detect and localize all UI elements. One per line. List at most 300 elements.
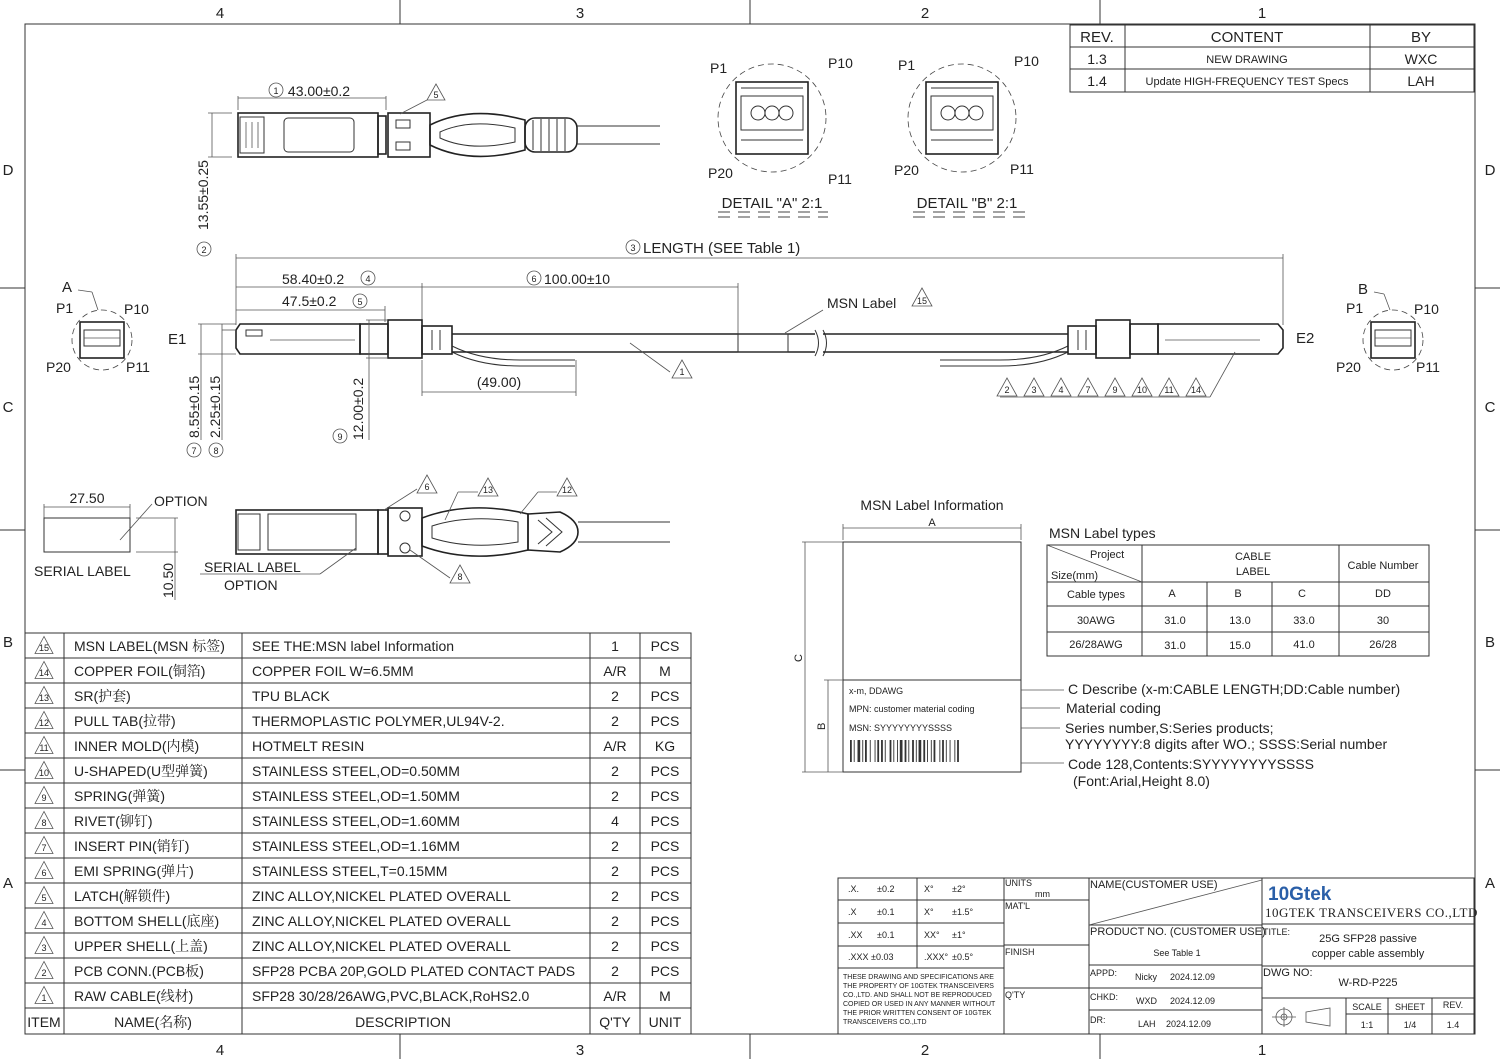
main-view-cable (168, 240, 1314, 457)
bom-item-number: 12 (38, 718, 50, 728)
dim-475: 47.5±0.2 (282, 293, 337, 309)
tri-15: 15 (916, 296, 928, 306)
bom-item-description: SEE THE:MSN label Information (252, 638, 455, 654)
bom-item-unit: M (659, 988, 671, 1004)
callout-7: 7 (191, 446, 197, 456)
barcode-bar (870, 740, 871, 762)
barcode-bar (912, 740, 914, 762)
zone-top-4: 4 (215, 5, 225, 22)
detail-a-p10: P10 (828, 55, 853, 71)
rev-row-1-content: NEW DRAWING (1206, 54, 1288, 66)
rev-row-2-rev: 1.4 (1087, 73, 1107, 89)
tri-right-14: 14 (1190, 385, 1202, 395)
tolerance-cell: X° (924, 884, 934, 894)
rev-header-by: BY (1410, 29, 1432, 46)
bom-item-number: 13 (38, 693, 50, 703)
zone-bottom-2: 2 (920, 1042, 930, 1059)
tolerance-cell: ±1.5° (952, 907, 974, 917)
bom-item-description: STAINLESS STEEL,OD=1.60MM (252, 813, 460, 829)
bom-item-name: MSN LABEL(MSN 标签) (74, 638, 225, 654)
detail-a-p11: P11 (828, 171, 852, 187)
bom-item-qty: 2 (611, 938, 619, 954)
tolerance-cell: ±0.5° (952, 952, 974, 962)
tri-right-2: 2 (1004, 385, 1010, 395)
zone-left-a: A (2, 875, 14, 892)
tri-right-7: 7 (1085, 385, 1091, 395)
msn-barcode (850, 740, 959, 762)
disclaimer-5: THE PRIOR WRITTEN CONSENT OF 10GTEK (843, 1010, 992, 1017)
tb-finish: FINISH (1005, 947, 1035, 957)
bom-item-description: COPPER FOIL W=6.5MM (252, 663, 414, 679)
tb-title-line-2: copper cable assembly (1311, 948, 1425, 960)
msn-line-3: MSN: SYYYYYYYYSSSS (849, 723, 953, 733)
bom-item-name: LATCH(解锁件) (74, 888, 171, 904)
end-b-p1: P1 (1346, 300, 1364, 316)
lt-size: Size(mm) (1051, 570, 1099, 582)
label-types-title: MSN Label types (1049, 525, 1156, 541)
tri-right-3: 3 (1031, 385, 1037, 395)
tb-appd: APPD: (1090, 968, 1118, 978)
tb-dr-date: 2024.12.09 (1166, 1019, 1212, 1029)
tolerance-cell: .X (848, 907, 857, 917)
bom-item-unit: M (659, 663, 671, 679)
revision-table (1070, 25, 1474, 92)
bom-item-qty: 2 (611, 838, 619, 854)
tb-qty: Q'TY (1005, 990, 1026, 1000)
bom-header-name: NAME(名称) (114, 1014, 192, 1030)
top-view-connector (195, 83, 660, 256)
tb-see-table: See Table 1 (1153, 948, 1201, 958)
msn-note-3: Series number,S:Series products; (1065, 720, 1274, 736)
bom-item-description: HOTMELT RESIN (252, 738, 365, 754)
barcode-bar (862, 740, 863, 762)
bom-item-number: 2 (41, 968, 47, 978)
dim-49: (49.00) (476, 374, 522, 390)
msn-label-callout: MSN Label (827, 295, 897, 311)
detail-a-p1: P1 (710, 60, 728, 76)
barcode-bar (946, 740, 947, 762)
msn-info-title: MSN Label Information (860, 497, 1004, 513)
bom-item-name: SPRING(弹簧) (74, 788, 165, 804)
end-a-p1: P1 (56, 300, 74, 316)
lt-cable-types: Cable types (1066, 589, 1126, 601)
tb-title-line-1: 25G SFP28 passive (1319, 933, 1417, 945)
barcode-bar (893, 740, 894, 762)
bom-item-description: THERMOPLASTIC POLYMER,UL94V-2. (252, 713, 505, 729)
side-serial-option: OPTION (224, 577, 278, 593)
bom-item-description: STAINLESS STEEL,T=0.15MM (252, 863, 448, 879)
end-a-p10: P10 (124, 301, 149, 317)
zone-top-1: 1 (1257, 5, 1267, 22)
detail-a (708, 55, 853, 217)
barcode-bar (850, 740, 852, 762)
detail-a-title: DETAIL "A" 2:1 (721, 195, 823, 212)
barcode-bar (931, 740, 932, 762)
msn-dim-b: B (816, 722, 828, 730)
msn-line-2: MPN: customer material coding (849, 704, 975, 714)
tb-dwg-no: W-RD-P225 (1338, 977, 1398, 989)
zone-left-c: C (2, 399, 14, 416)
bom-row (35, 987, 671, 1005)
disclaimer-4: COPIED OR USED IN ANY MANNER WITHOUT (843, 1001, 996, 1008)
msn-line-1: x-m, DDAWG (849, 686, 904, 696)
zone-right-c: C (1484, 399, 1496, 416)
msn-note-6: (Font:Arial,Height 8.0) (1073, 773, 1210, 789)
bom-item-unit: PCS (650, 713, 680, 729)
tb-appd-date: 2024.12.09 (1170, 972, 1216, 982)
tolerance-cell: XX° (924, 930, 940, 940)
zone-bottom-4: 4 (215, 1042, 225, 1059)
bom-item-unit: PCS (650, 913, 680, 929)
end-view-b (1336, 281, 1440, 375)
bom-row (35, 962, 679, 980)
lt-col-c: C (1298, 588, 1306, 600)
bom-row (35, 762, 679, 780)
callout-6: 6 (531, 274, 537, 284)
bom-item-qty: 2 (611, 913, 619, 929)
barcode-bar (939, 740, 940, 762)
barcode-bar (919, 740, 922, 762)
bom-item-qty: 2 (611, 713, 619, 729)
tolerance-cell: .XX (848, 930, 863, 940)
bom-item-description: SFP28 PCBA 20P,GOLD PLATED CONTACT PADS (252, 963, 576, 979)
bom-item-name: BOTTOM SHELL(底座) (74, 913, 220, 929)
bom-item-unit: PCS (650, 963, 680, 979)
lt-project: Project (1090, 549, 1125, 561)
bom-row (35, 787, 679, 805)
bom-item-unit: PCS (650, 638, 680, 654)
tri-6: 6 (424, 482, 430, 492)
end-e2: E2 (1296, 330, 1315, 347)
zone-top-2: 2 (920, 5, 930, 22)
side-view-connector (200, 475, 670, 593)
dim-225: 2.25±0.15 (207, 375, 223, 438)
lt-col-dd: DD (1375, 588, 1391, 600)
rev-row-2-by: LAH (1407, 73, 1435, 89)
msn-note-4: YYYYYYYY:8 digits after WO.; SSSS:Serial number (1065, 736, 1388, 752)
dim-5840: 58.40±0.2 (282, 271, 345, 287)
tolerance-cell: ±1° (952, 930, 966, 940)
bom-item-number: 9 (41, 793, 47, 803)
bom-item-name: INSERT PIN(销钉) (74, 838, 190, 854)
lt-r1-c: 33.0 (1293, 615, 1315, 627)
bom-item-description: TPU BLACK (252, 688, 330, 704)
tb-dr-name: LAH (1138, 1019, 1156, 1029)
callout-8: 8 (213, 446, 219, 456)
bom-header-unit: UNIT (648, 1014, 682, 1030)
barcode-bar (905, 740, 907, 762)
tb-sheet-label: SHEET (1394, 1002, 1426, 1012)
bom-item-qty: 2 (611, 888, 619, 904)
company-name: 10GTEK TRANSCEIVERS CO.,LTD (1265, 905, 1478, 920)
bom-item-unit: PCS (650, 788, 680, 804)
callout-3: 3 (630, 243, 636, 253)
bom-header-item: ITEM (27, 1014, 61, 1030)
serial-label-text: SERIAL LABEL (34, 563, 131, 579)
tri-right-10: 10 (1136, 385, 1148, 395)
bom-item-number: 10 (38, 768, 50, 778)
dim-12: 12.00±0.2 (350, 377, 366, 440)
tb-title-label: TITLE: (1263, 927, 1291, 937)
rev-row-1-by: WXC (1404, 51, 1438, 67)
barcode-bar (897, 740, 898, 762)
bom-item-name: RAW CABLE(线材) (74, 988, 194, 1004)
barcode-bar (877, 740, 879, 762)
tri-right-4: 4 (1058, 385, 1064, 395)
label-types-table (1047, 525, 1429, 656)
bom-item-unit: PCS (650, 813, 680, 829)
bom-item-unit: PCS (650, 838, 680, 854)
msn-dim-c: C (793, 654, 805, 662)
bom-item-name: PCB CONN.(PCB板) (74, 963, 204, 979)
tolerance-cell: ±2° (952, 884, 966, 894)
end-b-p20: P20 (1336, 359, 1361, 375)
zone-left-b: B (2, 634, 14, 651)
barcode-bar (927, 740, 928, 762)
barcode-bar (954, 740, 955, 762)
barcode-bar (900, 740, 903, 762)
tb-chkd-name: WXD (1136, 996, 1157, 1006)
lt-col-a: A (1168, 588, 1176, 600)
end-b-p10: P10 (1414, 301, 1439, 317)
bom-row (35, 712, 679, 730)
tb-name-customer: NAME(CUSTOMER USE) (1090, 879, 1218, 891)
bom-item-unit: PCS (650, 888, 680, 904)
bom-item-number: 8 (41, 818, 47, 828)
lt-r2-type: 26/28AWG (1069, 639, 1123, 651)
bom-item-unit: PCS (650, 688, 680, 704)
lt-r1-a: 31.0 (1164, 615, 1186, 627)
barcode-bar (865, 740, 867, 762)
barcode-bar (908, 740, 909, 762)
bom-item-description: STAINLESS STEEL,OD=0.50MM (252, 763, 460, 779)
bom-header-description: DESCRIPTION (355, 1014, 451, 1030)
dim-43: 43.00±0.2 (287, 83, 351, 99)
tb-units: UNITS (1005, 878, 1032, 888)
tolerance-cell: .X. (848, 884, 860, 894)
lt-r1-dd: 30 (1376, 615, 1390, 627)
end-a-p20: P20 (46, 359, 71, 375)
bom-item-name: SR(护套) (74, 688, 131, 704)
bom-item-qty: 4 (611, 813, 619, 829)
bom-item-number: 3 (41, 943, 47, 953)
end-a-label: A (62, 279, 73, 296)
barcode-bar (890, 740, 892, 762)
callout-1: 1 (273, 86, 279, 96)
bom-item-number: 15 (38, 643, 50, 653)
bom-item-unit: PCS (650, 863, 680, 879)
bom-item-name: COPPER FOIL(铜箔) (74, 663, 206, 679)
bom-item-number: 5 (41, 893, 47, 903)
barcode-bar (934, 740, 936, 762)
lt-cable: CABLE (1234, 551, 1272, 563)
bom-row (35, 687, 679, 705)
tb-scale-label: SCALE (1352, 1002, 1382, 1012)
tolerance-cell: X° (924, 907, 934, 917)
disclaimer-6: TRANSCEIVERS CO.,LTD (843, 1019, 927, 1026)
barcode-bar (854, 740, 855, 762)
bom-item-description: SFP28 30/28/26AWG,PVC,BLACK,RoHS2.0 (252, 988, 530, 1004)
rev-row-1-rev: 1.3 (1087, 51, 1107, 67)
msn-note-2: Material coding (1066, 700, 1161, 716)
tolerance-cell: .XXX° (924, 952, 949, 962)
bom-item-qty: 2 (611, 688, 619, 704)
bom-item-unit: PCS (650, 938, 680, 954)
bom-row (35, 937, 679, 955)
rev-header-content: CONTENT (1210, 29, 1284, 46)
end-a-p11: P11 (126, 359, 150, 375)
bom-item-description: STAINLESS STEEL,OD=1.16MM (252, 838, 460, 854)
bom-row (35, 912, 679, 930)
callout-2: 2 (201, 245, 207, 255)
lt-label: LABEL (1235, 566, 1271, 578)
disclaimer-1: THESE DRAWING AND SPECIFICATIONS ARE (843, 974, 994, 981)
barcode-bar (875, 740, 876, 762)
dim-1355: 13.55±0.25 (195, 160, 211, 230)
barcode-bar (950, 740, 951, 762)
zone-right-b: B (1484, 634, 1496, 651)
zone-bottom-3: 3 (575, 1042, 585, 1059)
side-serial-label: SERIAL LABEL (204, 559, 301, 575)
lt-cable-number: Cable Number (1347, 560, 1419, 572)
bom-row (35, 637, 679, 655)
company-logo: 10Gtek (1268, 884, 1332, 905)
lt-r2-c: 41.0 (1293, 639, 1315, 651)
bom-item-description: STAINLESS STEEL,OD=1.50MM (252, 788, 460, 804)
zone-left-d: D (2, 162, 14, 179)
zone-right-d: D (1484, 162, 1496, 179)
disclaimer-2: THE PROPERTY OF 10GTEK TRANSCEIVERS (843, 983, 994, 990)
tri-right-9: 9 (1112, 385, 1118, 395)
tb-rev: 1.4 (1446, 1020, 1460, 1030)
tb-dwg-label: DWG NO: (1263, 967, 1313, 979)
zone-top-3: 3 (575, 5, 585, 22)
bom-item-name: PULL TAB(拉带) (74, 713, 176, 729)
disclaimer-3: CO.,LTD. AND SHALL NOT BE REPRODUCED (843, 992, 992, 999)
tolerance-cell: .XXX ±0.03 (848, 952, 894, 962)
bom-item-number: 4 (41, 918, 47, 928)
lt-r1-type: 30AWG (1076, 615, 1116, 627)
tri-12: 12 (561, 485, 573, 495)
lt-r2-b: 15.0 (1229, 640, 1251, 652)
bom-item-number: 1 (41, 993, 47, 1003)
tb-scale: 1:1 (1360, 1020, 1374, 1030)
bom-item-qty: 2 (611, 763, 619, 779)
tb-dr: DR: (1090, 1015, 1106, 1025)
detail-b-p1: P1 (898, 57, 916, 73)
rev-header-rev: REV. (1080, 29, 1114, 46)
detail-b-p10: P10 (1014, 53, 1039, 69)
bom-item-qty: 2 (611, 963, 619, 979)
msn-note-5: Code 128,Contents:SYYYYYYYYSSSS (1068, 756, 1314, 772)
bom-item-qty: 2 (611, 788, 619, 804)
bom-item-name: RIVET(铆钉) (74, 813, 153, 829)
serial-label-option: OPTION (154, 493, 208, 509)
detail-b-p11: P11 (1010, 161, 1034, 177)
tri-right-11: 11 (1164, 385, 1174, 395)
bom-item-number: 7 (41, 843, 47, 853)
lt-r2-dd: 26/28 (1369, 639, 1397, 651)
end-b-label: B (1358, 281, 1369, 298)
bom-row (35, 862, 679, 880)
bom-row (35, 812, 679, 830)
bom-item-qty: A/R (603, 988, 627, 1004)
tb-appd-name: Nicky (1135, 972, 1157, 982)
zone-bottom-1: 1 (1257, 1042, 1267, 1059)
bom-item-qty: A/R (603, 738, 627, 754)
callout-9: 9 (337, 432, 343, 442)
bom-item-unit: KG (654, 738, 676, 754)
barcode-bar (942, 740, 944, 762)
end-e1: E1 (168, 331, 187, 348)
tri-5: 5 (433, 90, 439, 100)
tri-8: 8 (457, 572, 463, 582)
serial-label-view (34, 490, 208, 600)
bom-row (35, 837, 679, 855)
lt-col-b: B (1234, 588, 1242, 600)
tb-sheet: 1/4 (1403, 1020, 1417, 1030)
tb-chkd: CHKD: (1090, 992, 1119, 1002)
tb-chkd-date: 2024.12.09 (1170, 996, 1216, 1006)
end-view-a (46, 279, 150, 375)
rev-row-2-content: Update HIGH-FREQUENCY TEST Specs (1145, 76, 1349, 88)
bom-table (25, 633, 691, 1034)
bom-item-description: ZINC ALLOY,NICKEL PLATED OVERALL (252, 938, 511, 954)
bom-item-number: 11 (39, 743, 49, 753)
tolerance-cell: ±0.1 (877, 930, 895, 940)
barcode-bar (885, 740, 886, 762)
projection-symbol-icon (1272, 1007, 1330, 1027)
msn-note-1: C Describe (x-m:CABLE LENGTH;DD:Cable number) (1068, 681, 1401, 697)
bom-item-qty: 2 (611, 863, 619, 879)
tolerance-cell: ±0.2 (877, 884, 895, 894)
detail-b-p20: P20 (894, 162, 919, 178)
barcode-bar (858, 740, 861, 762)
bom-item-name: UPPER SHELL(上盖) (74, 938, 208, 954)
tb-rev-label: REV. (1442, 1000, 1464, 1010)
bom-item-name: INNER MOLD(内模) (74, 738, 200, 754)
serial-label-height: 10.50 (160, 562, 176, 598)
callout-4: 4 (365, 274, 371, 284)
lt-r1-b: 13.0 (1229, 615, 1251, 627)
detail-b-title: DETAIL "B" 2:1 (916, 195, 1018, 212)
msn-dim-a: A (928, 517, 936, 529)
bom-row (35, 737, 675, 755)
tb-units-val: mm (1035, 889, 1050, 899)
bom-item-unit: PCS (650, 763, 680, 779)
detail-a-p20: P20 (708, 165, 733, 181)
bom-item-name: EMI SPRING(弹片) (74, 863, 194, 879)
serial-label-width: 27.50 (69, 490, 105, 506)
bom-item-qty: A/R (603, 663, 627, 679)
bom-item-qty: 1 (611, 638, 619, 654)
dim-855: 8.55±0.15 (186, 375, 202, 438)
barcode-bar (881, 740, 883, 762)
callout-5: 5 (357, 297, 363, 307)
barcode-bar (957, 740, 959, 762)
dim-100: 100.00±10 (544, 271, 611, 287)
bom-item-number: 6 (41, 868, 47, 878)
tri-13: 13 (482, 485, 494, 495)
tb-matl: MAT'L (1005, 901, 1031, 911)
title-block (838, 878, 1478, 1034)
lt-r2-a: 31.0 (1164, 640, 1186, 652)
detail-b (894, 53, 1039, 217)
bom-row (35, 662, 671, 680)
dim-length: LENGTH (SEE Table 1) (643, 240, 801, 257)
tri-1: 1 (679, 367, 685, 377)
bom-item-name: U-SHAPED(U型弹簧) (74, 763, 208, 779)
